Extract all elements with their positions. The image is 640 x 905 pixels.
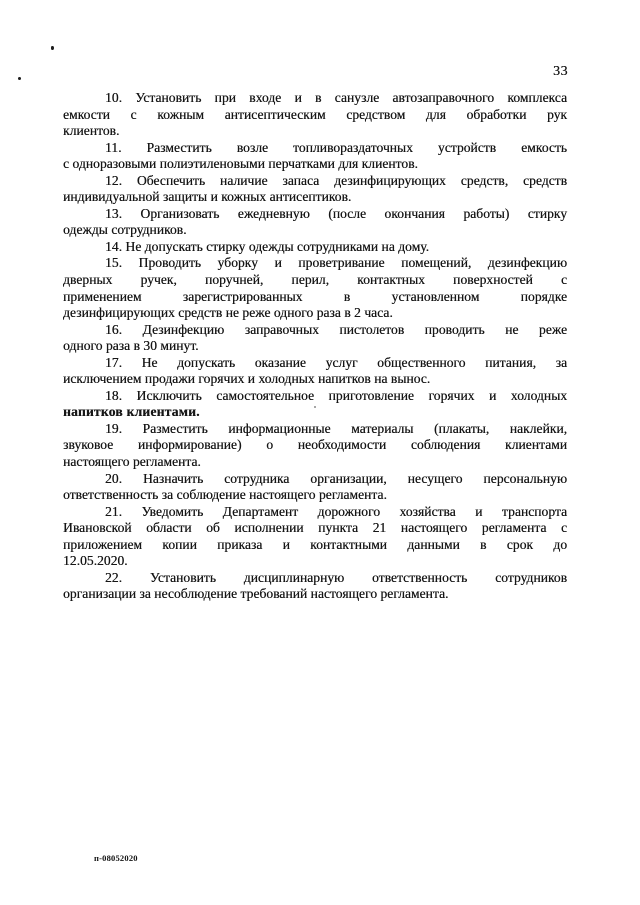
- list-item: [63, 140, 567, 173]
- text-line: 15. Проводить уборку и проветривание помещений, дезинфекцию: [105, 255, 567, 271]
- text-line: напитков клиентами.: [63, 404, 200, 420]
- text-line: одного раза в 30 минут.: [63, 338, 199, 354]
- text-line: 11. Разместить возле топливораздаточных устройств емкость: [105, 139, 567, 155]
- ink-speck: [51, 46, 54, 50]
- text-line: организации за несоблюдение требований настоящего регламента.: [63, 586, 449, 602]
- text-line: 12. Обеспечить наличие запаса дезинфицирующих средств, средств: [105, 172, 567, 188]
- text-line: одежды сотрудников.: [63, 222, 187, 238]
- text-line: 13. Организовать ежедневную (после окончания работы) стирку: [105, 205, 567, 221]
- text-line: емкости с кожным антисептическим средством для обработки рук: [63, 106, 567, 122]
- list-item: [63, 570, 567, 603]
- text-line: настоящего регламента.: [63, 454, 201, 470]
- text-line: Ивановской области об исполнении пункта 21 настоящего регламента с: [63, 520, 567, 536]
- text-line: дезинфицирующих средств не реже одного раза в 2 часа.: [63, 305, 393, 321]
- footer-code: п-08052020: [94, 853, 138, 863]
- text-line: 20. Назначить сотрудника организации, несущего персональную: [105, 470, 567, 486]
- ink-speck: [18, 77, 21, 80]
- page-number: 33: [553, 64, 568, 79]
- list-item: [63, 173, 567, 206]
- list-item: [63, 206, 567, 239]
- document-body: [63, 90, 567, 603]
- text-line: ответственность за соблюдение настоящего регламента.: [63, 487, 387, 503]
- text-line: 12.05.2020.: [63, 553, 128, 569]
- text-line: приложением копии приказа и контактными данными в срок до: [63, 536, 567, 552]
- list-item: [63, 471, 567, 504]
- list-item: [63, 421, 567, 471]
- text-line: 21. Уведомить Департамент дорожного хозяйства и транспорта: [105, 503, 567, 519]
- text-line: звуковое информирование) о необходимости соблюдения клиентами: [63, 437, 567, 453]
- text-line: 14. Не допускать стирку одежды сотрудниками на дому.: [105, 238, 430, 254]
- list-item: [63, 388, 567, 421]
- text-line: с одноразовыми полиэтиленовыми перчатками для клиентов.: [63, 156, 418, 172]
- list-item: [63, 504, 567, 570]
- text-line: дверных ручек, поручней, перил, контактных поверхностей с: [63, 272, 567, 288]
- text-line: 16. Дезинфекцию заправочных пистолетов проводить не реже: [105, 321, 567, 337]
- text-line: индивидуальной защиты и кожных антисептиков.: [63, 189, 352, 205]
- text-line: 19. Разместить информационные материалы (плакаты, наклейки,: [105, 420, 567, 436]
- text-line: 22. Установить дисциплинарную ответственность сотрудников: [105, 569, 567, 585]
- list-item: [63, 355, 567, 388]
- text-line: 10. Установить при входе и в санузле автозаправочного комплекса: [105, 90, 567, 105]
- text-line: исключением продажи горячих и холодных напитков на вынос.: [63, 371, 431, 387]
- text-line: клиентов.: [63, 123, 120, 139]
- text-line: 18. Исключить самостоятельное приготовление горячих и холодных: [105, 387, 567, 403]
- text-line: 17. Не допускать оказание услуг общественного питания, за: [105, 354, 567, 370]
- list-item: [63, 322, 567, 355]
- text-line: применением зарегистрированных в установленном порядке: [63, 288, 567, 304]
- list-item: [63, 90, 567, 140]
- list-item: [63, 239, 567, 256]
- list-item: [63, 255, 567, 321]
